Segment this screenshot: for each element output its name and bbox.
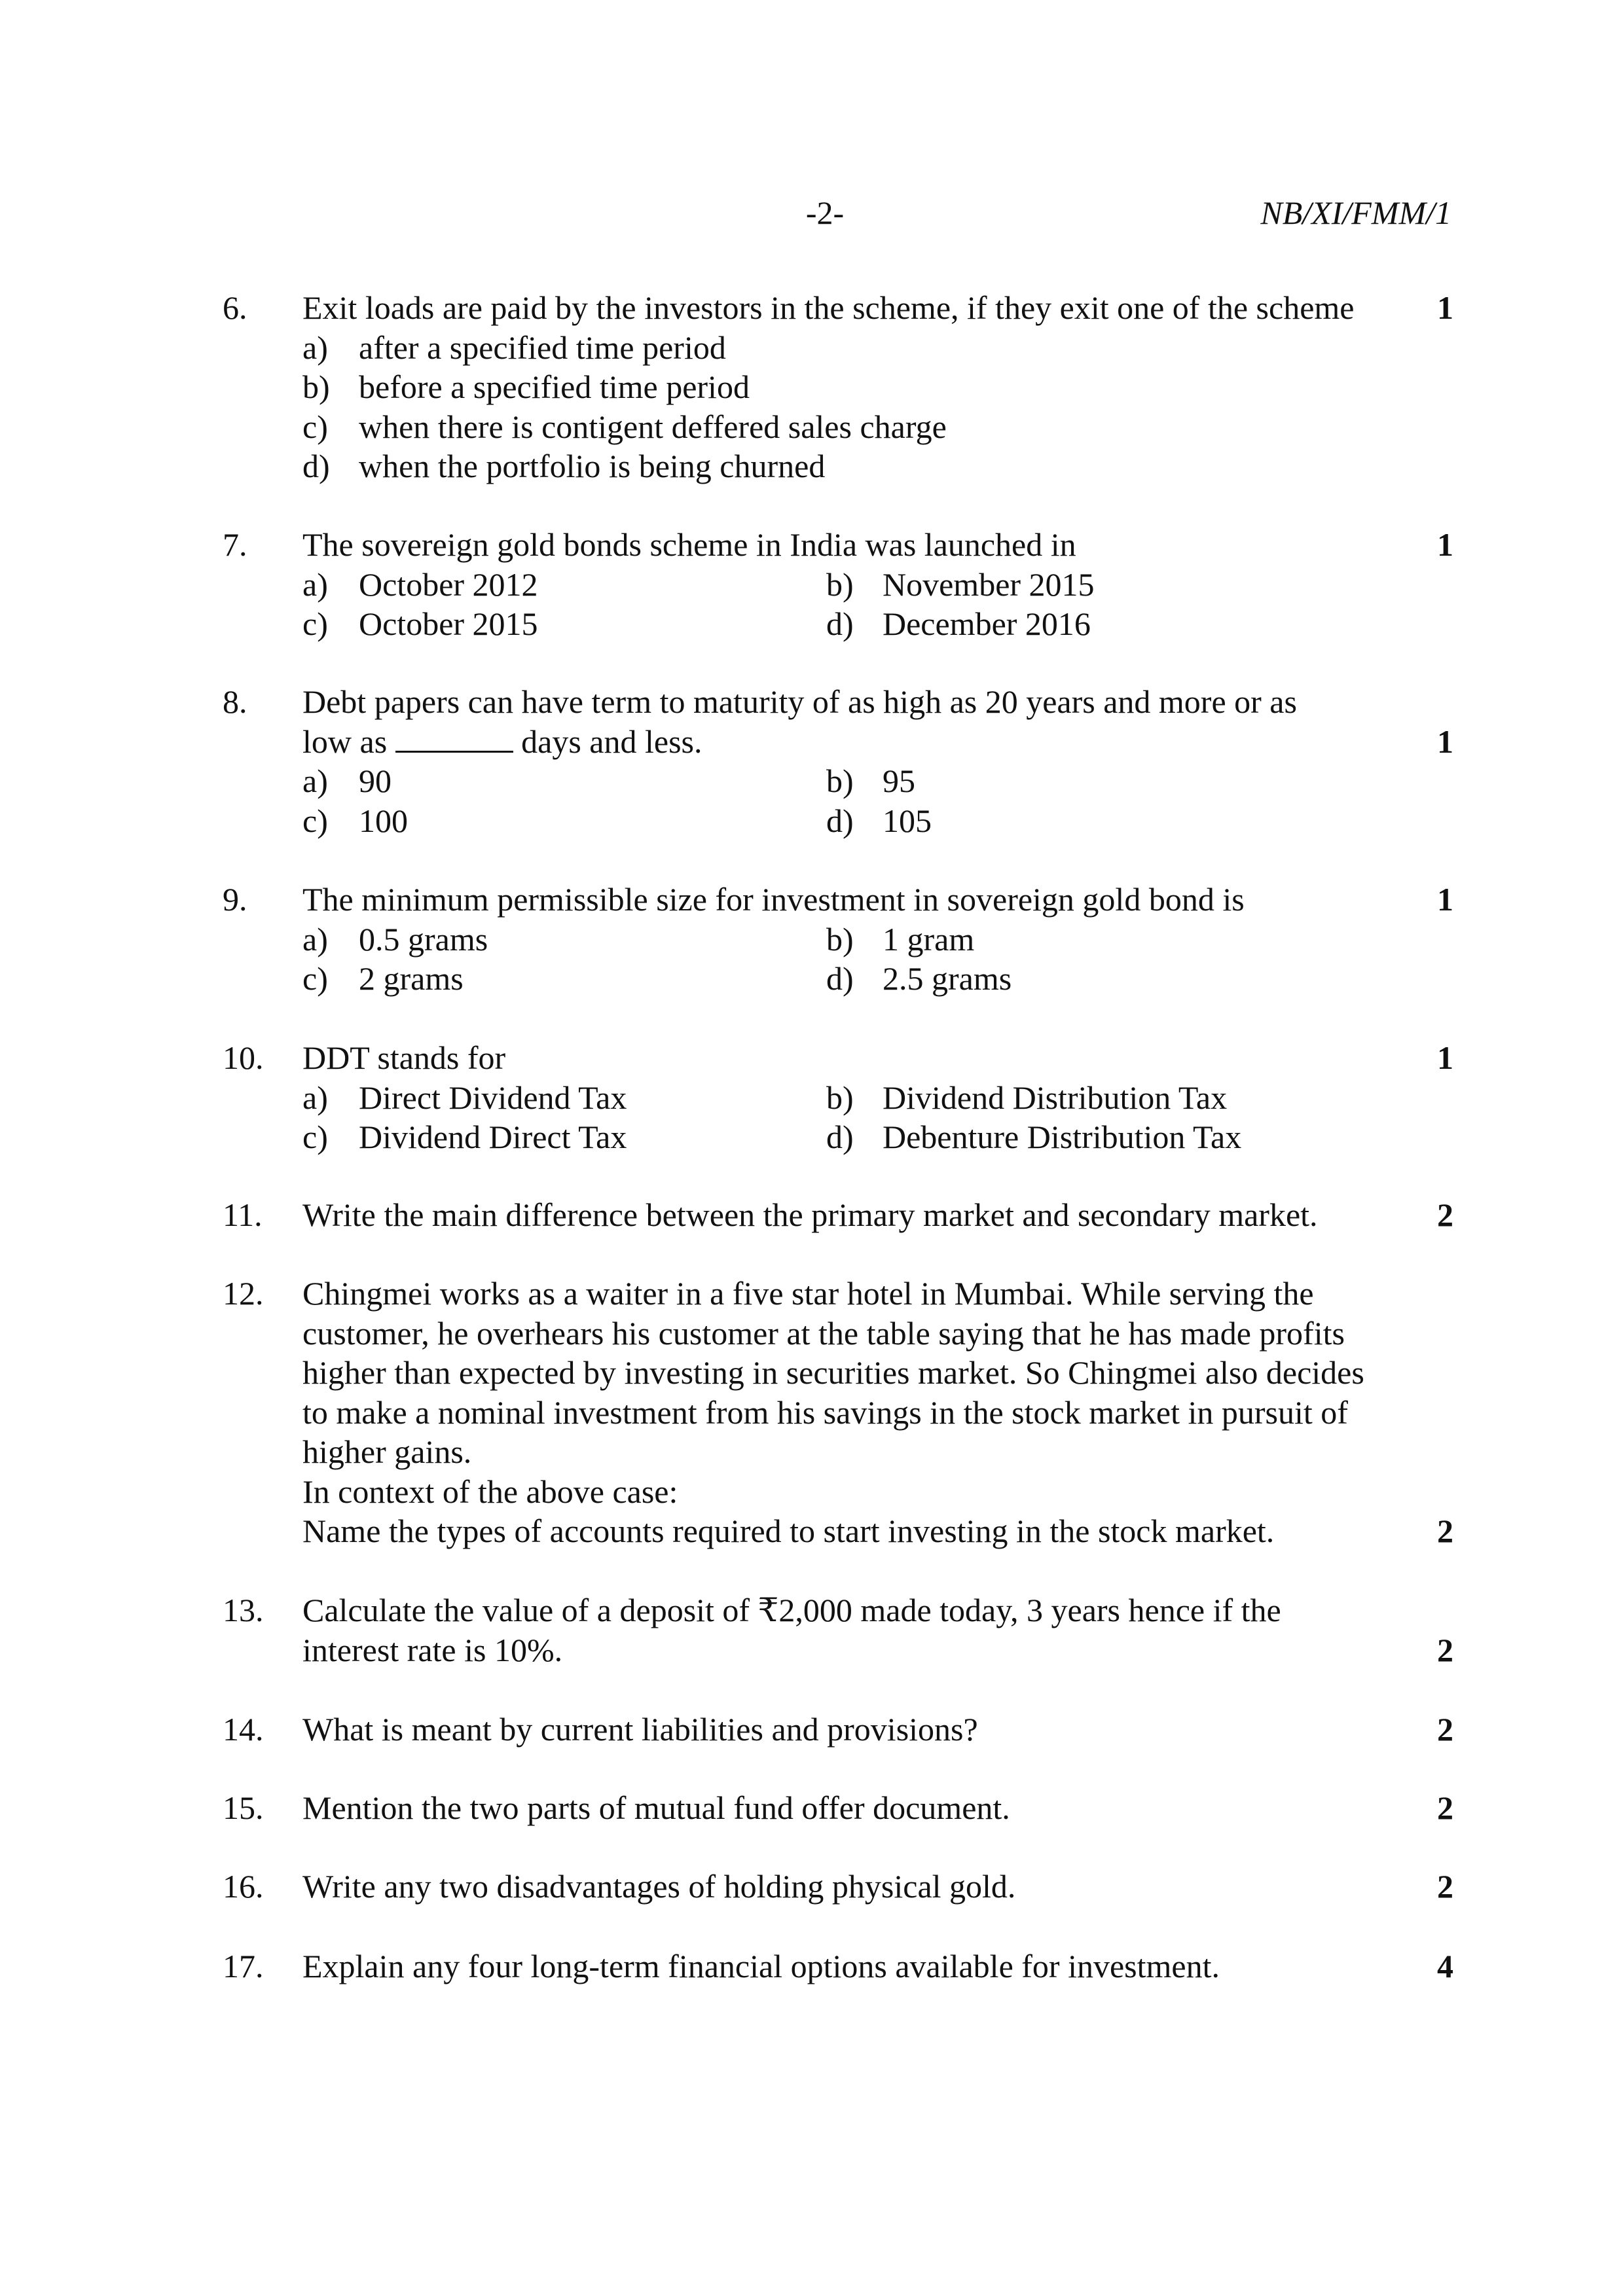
question-marks: 2 xyxy=(1437,1631,1453,1668)
fill-in-blank xyxy=(395,722,513,753)
question-text: interest rate is 10%. xyxy=(302,1631,563,1668)
question-text-line-2: low as days and less. xyxy=(302,723,702,760)
question-text: higher than expected by investing in securities market. So Chingmei also decides xyxy=(302,1354,1364,1391)
option-row: a) October 2012 b) November 2015 xyxy=(302,565,1095,603)
option-row: c) 100 d) 105 xyxy=(302,802,932,839)
question-text: What is meant by current liabilities and provisions? xyxy=(302,1711,978,1748)
question-text: Calculate the value of a deposit of ₹2,000 made today, 3 years hence if the xyxy=(302,1592,1281,1628)
question-number: 12. xyxy=(223,1275,264,1312)
option-row: c) 2 grams d) 2.5 grams xyxy=(302,960,1012,997)
question-text: Exit loads are paid by the investors in the scheme, if they exit one of the scheme xyxy=(302,289,1355,326)
option-row: a) Direct Dividend Tax b) Dividend Distribution Tax xyxy=(302,1079,1228,1116)
question-text: customer, he overhears his customer at the table saying that he has made profits xyxy=(302,1314,1345,1352)
option-row: a) 0.5 grams b) 1 gram xyxy=(302,920,975,958)
question-text: higher gains. xyxy=(302,1433,472,1470)
question-text: Name the types of accounts required to start investing in the stock market. xyxy=(302,1513,1275,1549)
question-text: The sovereign gold bonds scheme in India was launched in xyxy=(302,526,1076,563)
question-marks: 4 xyxy=(1437,1948,1453,1984)
question-number: 8. xyxy=(223,683,247,720)
question-text: DDT stands for xyxy=(302,1039,506,1076)
question-number: 16. xyxy=(223,1868,264,1905)
question-text: to make a nominal investment from his savings in the stock market in pursuit of xyxy=(302,1393,1348,1431)
question-number: 11. xyxy=(223,1196,263,1233)
question-marks: 2 xyxy=(1437,1196,1453,1233)
question-text: The minimum permissible size for investment in sovereign gold bond is xyxy=(302,881,1245,918)
question-marks: 1 xyxy=(1437,723,1453,760)
question-marks: 2 xyxy=(1437,1789,1453,1826)
question-text: Explain any four long-term financial options available for investment. xyxy=(302,1948,1220,1984)
question-marks: 1 xyxy=(1437,526,1453,563)
question-marks: 1 xyxy=(1437,1039,1453,1076)
page-number: -2- xyxy=(805,194,845,231)
option-row: c) October 2015 d) December 2016 xyxy=(302,605,1091,642)
question-text: In context of the above case: xyxy=(302,1473,678,1510)
paper-code: NB/XI/FMM/1 xyxy=(1260,194,1451,231)
question-number: 6. xyxy=(223,289,247,326)
question-text: Chingmei works as a waiter in a five star hotel in Mumbai. While serving the xyxy=(302,1275,1314,1312)
question-number: 9. xyxy=(223,881,247,918)
question-marks: 2 xyxy=(1437,1513,1453,1549)
option-row: a) 90 b) 95 xyxy=(302,762,915,799)
option-c: c) when there is contigent deffered sales charge xyxy=(302,408,947,445)
option-a: a) after a specified time period xyxy=(302,329,726,366)
question-marks: 2 xyxy=(1437,1711,1453,1748)
question-text: Debt papers can have term to maturity of as high as 20 years and more or as xyxy=(302,683,1297,720)
question-text: Write the main difference between the primary market and secondary market. xyxy=(302,1196,1318,1233)
question-marks: 2 xyxy=(1437,1868,1453,1905)
question-marks: 1 xyxy=(1437,289,1453,326)
option-d: d) when the portfolio is being churned xyxy=(302,448,826,484)
question-number: 7. xyxy=(223,526,247,563)
question-text: Mention the two parts of mutual fund offer document. xyxy=(302,1789,1010,1826)
question-number: 10. xyxy=(223,1039,264,1076)
question-number: 13. xyxy=(223,1592,264,1628)
question-marks: 1 xyxy=(1437,881,1453,918)
question-text: Write any two disadvantages of holding physical gold. xyxy=(302,1868,1016,1905)
question-number: 17. xyxy=(223,1948,264,1984)
option-row: c) Dividend Direct Tax d) Debenture Distribution Tax xyxy=(302,1119,1242,1155)
question-number: 14. xyxy=(223,1711,264,1748)
question-number: 15. xyxy=(223,1789,264,1826)
option-b: b) before a specified time period xyxy=(302,368,750,405)
